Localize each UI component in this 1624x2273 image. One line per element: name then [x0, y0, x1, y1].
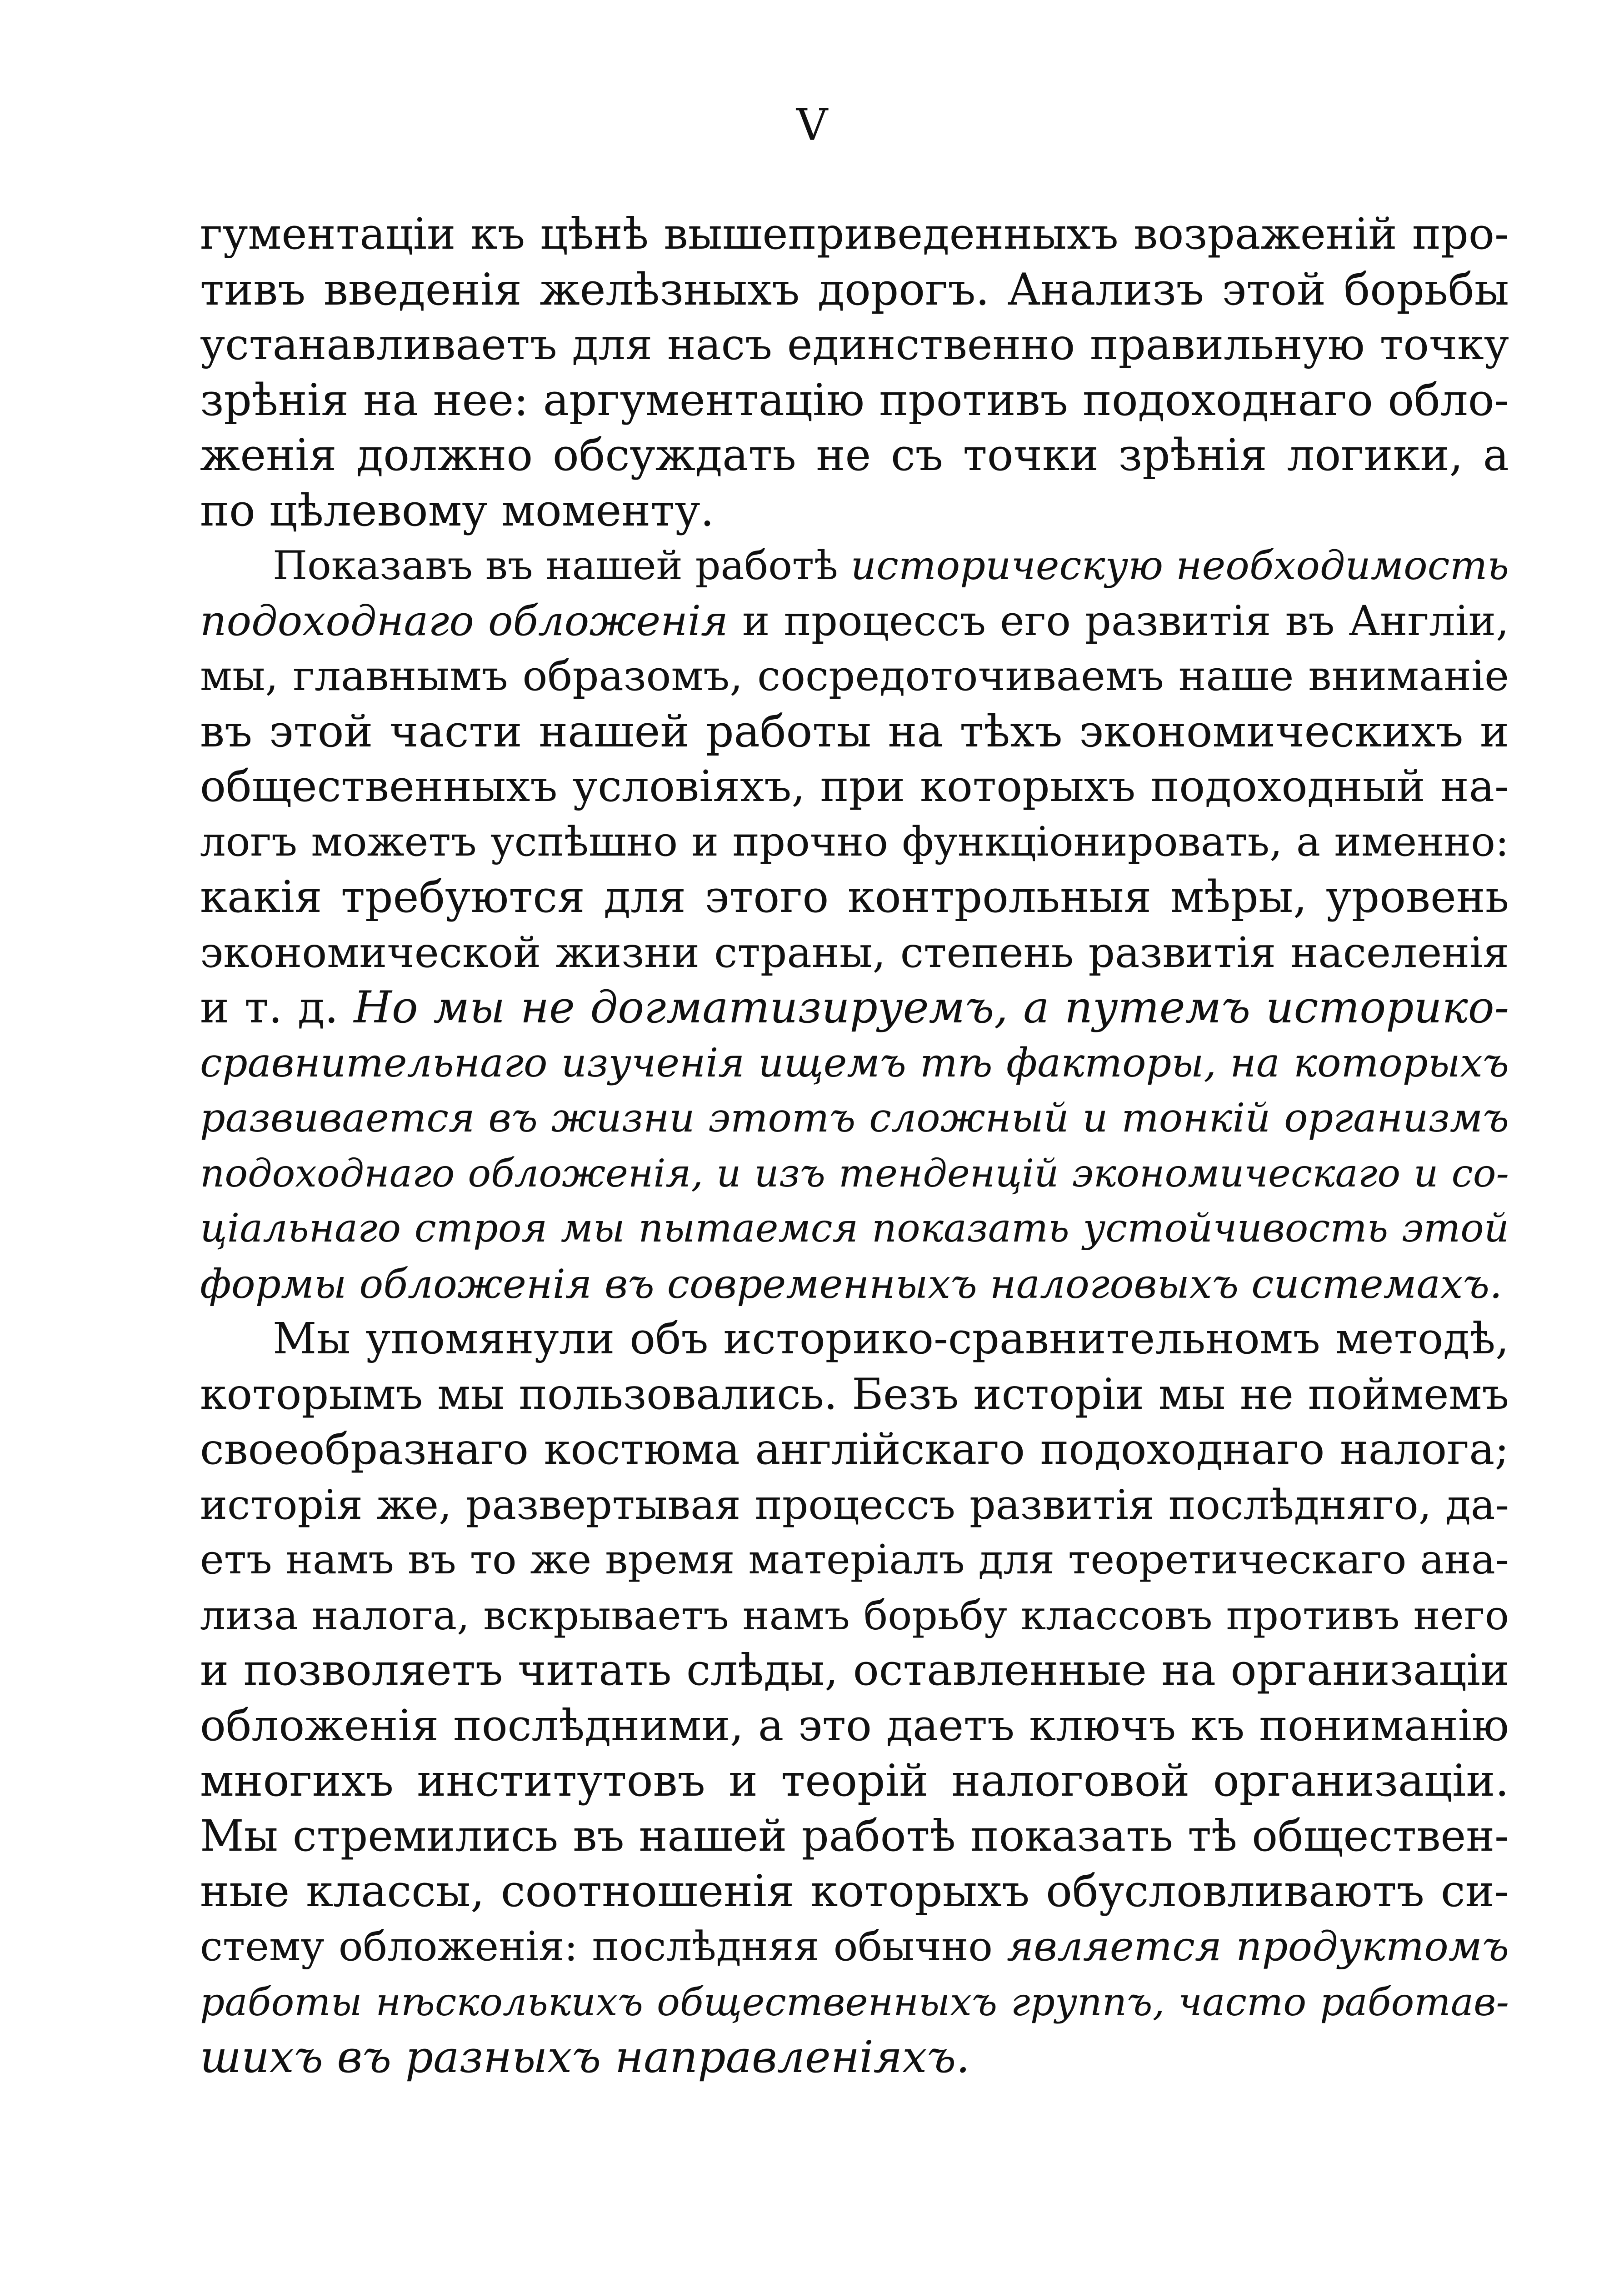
- text-line: [200, 1146, 1509, 1202]
- body-text: [200, 207, 1509, 2085]
- text-line: [200, 1036, 1509, 1091]
- text-line: [200, 759, 1509, 815]
- text-run: устанавливаетъ для насъ единственно правильную точку: [200, 320, 1509, 370]
- text-line: [200, 1809, 1509, 1864]
- text-line: [200, 373, 1509, 428]
- text-run: обложенія послѣдними, а это даетъ ключъ къ пониманію: [200, 1700, 1509, 1751]
- text-run: Мы упомянули объ историко-сравнительномъ методѣ,: [273, 1314, 1509, 1364]
- text-run: зрѣнія на нее: аргументацію противъ подоходнаго обло-: [200, 374, 1509, 426]
- text-line: [200, 1477, 1509, 1533]
- text-line: [200, 1257, 1509, 1312]
- text-line: [200, 1753, 1509, 1809]
- text-line: [200, 1532, 1509, 1588]
- italic-text: шихъ въ разныхъ направленіяхъ.: [200, 2031, 970, 2083]
- italic-text: ціальнаго строя мы пытаемся показать устойчивость этой: [200, 1206, 1509, 1251]
- text-line: [200, 1091, 1509, 1146]
- text-line: [200, 1422, 1509, 1477]
- text-run: тивъ введенія желѣзныхъ дорогъ. Анализъ этой борьбы: [200, 264, 1509, 315]
- text-line: [200, 1919, 1509, 1975]
- text-line: [200, 262, 1509, 318]
- text-line: [200, 1201, 1509, 1257]
- paragraph: [200, 538, 1509, 1312]
- paragraph: [200, 1312, 1509, 2085]
- text-run: экономической жизни страны, степень развитія населенія: [200, 928, 1509, 977]
- text-line: [200, 1588, 1509, 1643]
- italic-text: историческую необходимость: [850, 542, 1509, 589]
- text-line: [200, 870, 1509, 925]
- text-line: [200, 815, 1509, 870]
- italic-text: формы обложенія въ современныхъ налоговыхъ системахъ.: [200, 1260, 1503, 1307]
- text-run: гументаціи къ цѣнѣ вышеприведенныхъ возраженій про-: [200, 209, 1509, 259]
- text-run: въ этой части нашей работы на тѣхъ экономическихъ и: [200, 706, 1509, 757]
- text-line: [200, 317, 1509, 373]
- text-line: [200, 207, 1509, 262]
- italic-text: развивается въ жизни этотъ сложный и тонкій организмъ: [200, 1095, 1509, 1141]
- page-number: V: [796, 100, 828, 150]
- text-run: которымъ мы пользовались. Безъ исторіи мы не поймемъ: [200, 1369, 1509, 1419]
- text-run: общественныхъ условіяхъ, при которыхъ подоходный на-: [200, 761, 1509, 811]
- text-run: логъ можетъ успѣшно и прочно функціонировать, а именно:: [200, 818, 1509, 866]
- paragraph: [200, 207, 1509, 538]
- text-run: женія должно обсуждать не съ точки зрѣнія логики, а: [200, 430, 1509, 481]
- text-run: лиза налога, вскрываетъ намъ борьбу классовъ противъ него: [200, 1592, 1509, 1639]
- text-line: [200, 1974, 1509, 2030]
- text-line: [200, 1367, 1509, 1422]
- italic-text: подоходнаго обложенія: [200, 597, 729, 645]
- text-run: и процессъ его развитія въ Англіи,: [728, 597, 1509, 645]
- text-run: мы, главнымъ образомъ, сосредоточиваемъ наше вниманіе: [200, 652, 1509, 700]
- text-run: етъ намъ въ то же время матеріалъ для теоретическаго ана-: [200, 1536, 1509, 1583]
- text-run: какія требуются для этого контрольныя мѣры, уровень: [200, 871, 1509, 922]
- text-run: Показавъ въ нашей работѣ: [273, 542, 851, 589]
- text-line: [200, 980, 1509, 1036]
- italic-text: сравнительнаго изученія ищемъ тѣ факторы, на которыхъ: [200, 1039, 1509, 1086]
- text-run: ные классы, соотношенія которыхъ обусловливаютъ си-: [200, 1866, 1509, 1917]
- text-line: [200, 704, 1509, 760]
- text-run: по цѣлевому моменту.: [200, 485, 715, 536]
- italic-text: подоходнаго обложенія, и изъ тенденцій экономическаго и со-: [200, 1151, 1509, 1196]
- text-line: [200, 428, 1509, 483]
- text-run: и т. д.: [200, 982, 354, 1033]
- text-line: [200, 594, 1509, 649]
- text-line: [200, 1312, 1509, 1367]
- text-run: стему обложенія: послѣдняя обычно: [200, 1923, 1007, 1970]
- italic-text: работы нѣсколькихъ общественныхъ группъ, часто работав-: [200, 1979, 1509, 2024]
- text-run: многихъ институтовъ и теорій налоговой организаціи.: [200, 1755, 1509, 1806]
- text-line: [200, 925, 1509, 981]
- text-run: Мы стремились въ нашей работѣ показать тѣ обществен-: [200, 1811, 1509, 1861]
- text-line: [200, 1643, 1509, 1698]
- italic-text: Но мы не догматизируемъ, а путемъ историко-: [354, 982, 1509, 1033]
- text-line: [200, 538, 1509, 594]
- text-line: [200, 483, 1509, 539]
- text-line: [200, 2030, 1509, 2085]
- text-run: исторія же, развертывая процессъ развитія послѣдняго, да-: [200, 1481, 1509, 1529]
- text-run: и позволяетъ читать слѣды, оставленные на организаціи: [200, 1645, 1509, 1695]
- text-line: [200, 1698, 1509, 1754]
- text-run: своеобразнаго костюма англійскаго подоходнаго налога;: [200, 1425, 1509, 1474]
- text-line: [200, 1864, 1509, 1919]
- italic-text: является продуктомъ: [1007, 1923, 1509, 1970]
- text-line: [200, 649, 1509, 704]
